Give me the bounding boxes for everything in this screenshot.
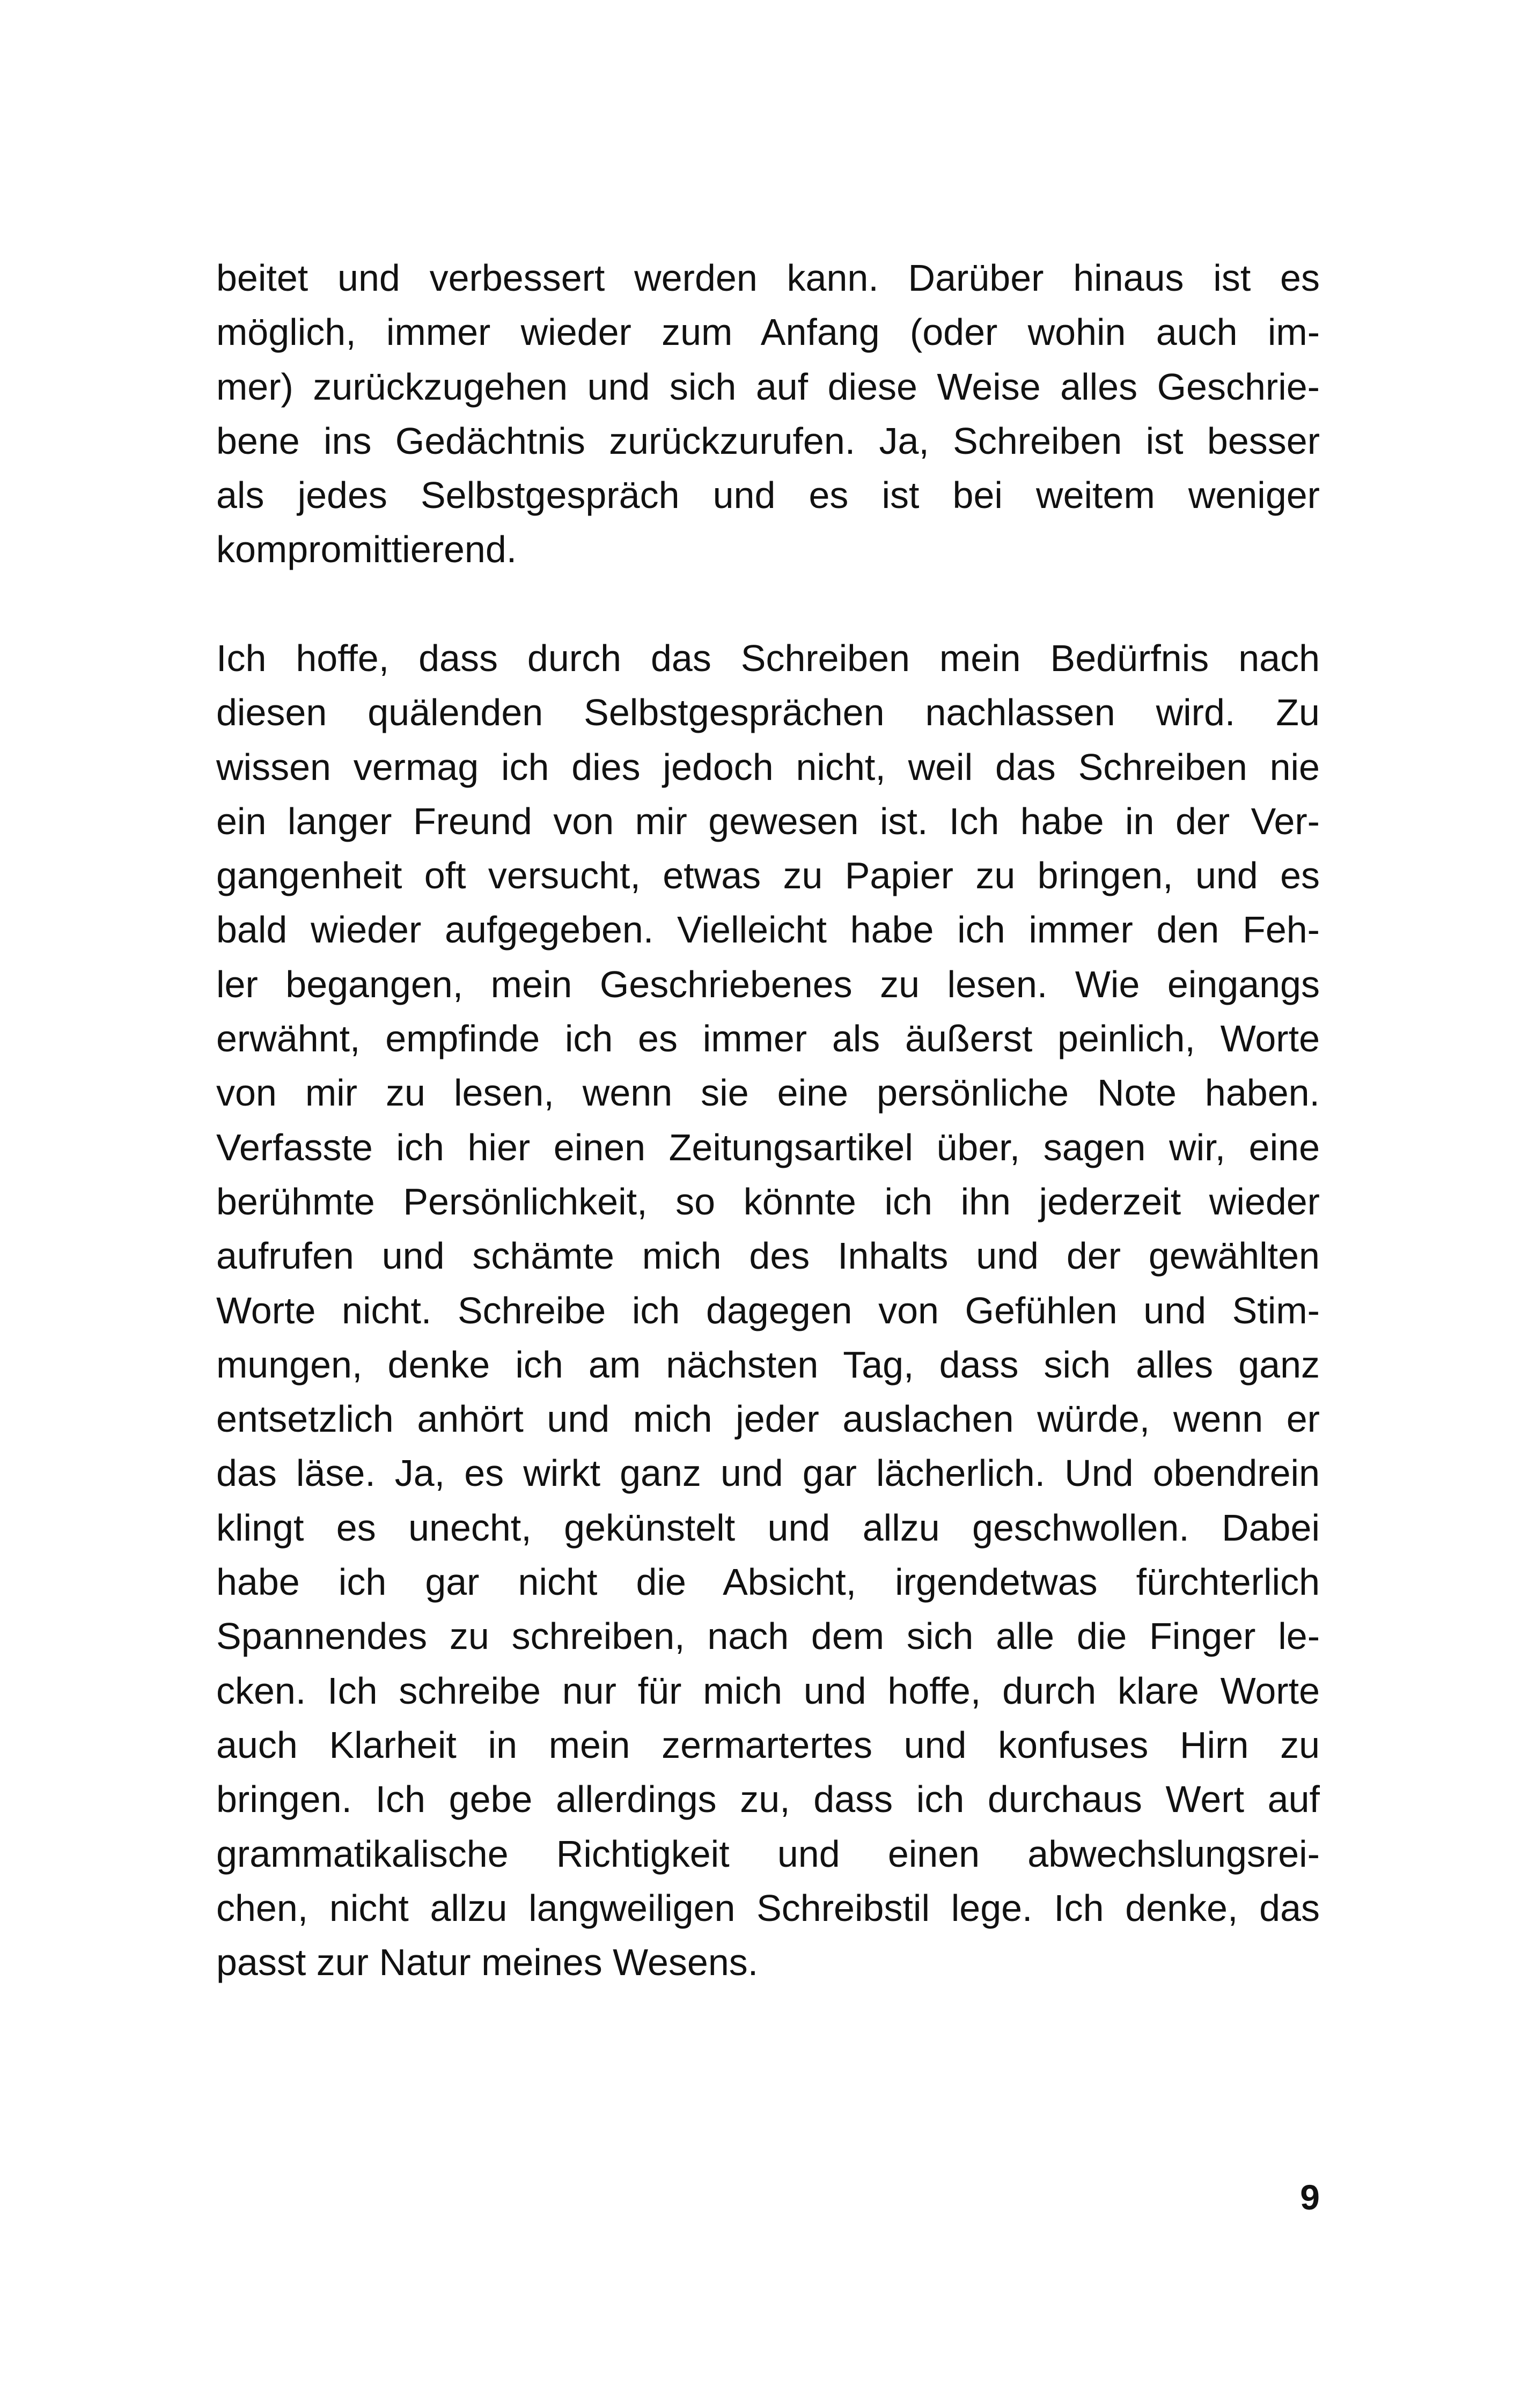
- text-line: passt zur Natur meines Wesens.: [216, 1941, 759, 1984]
- text-line: erwähnt, empfinde ich es immer als äußerst peinlich, Worte: [216, 1018, 1320, 1060]
- text-line: möglich, immer wieder zum Anfang (oder wohin auch im-: [216, 311, 1320, 354]
- text-line: entsetzlich anhört und mich jeder auslachen würde, wenn er: [216, 1398, 1320, 1440]
- paragraph-2: [216, 631, 1320, 1990]
- text-line: berühmte Persönlichkeit, so könnte ich ihn jederzeit wieder: [216, 1180, 1320, 1223]
- text-line: ein langer Freund von mir gewesen ist. Ich habe in der Ver-: [216, 800, 1320, 842]
- text-line: mer) zurückzugehen und sich auf diese Weise alles Geschrie-: [216, 365, 1320, 408]
- text-line: als jedes Selbstgespräch und es ist bei weitem weniger: [216, 474, 1320, 517]
- text-line: Ich hoffe, dass durch das Schreiben mein Bedürfnis nach: [216, 637, 1320, 679]
- text-line: Worte nicht. Schreibe ich dagegen von Gefühlen und Stim-: [216, 1289, 1320, 1331]
- text-line: gangenheit oft versucht, etwas zu Papier zu bringen, und es: [216, 855, 1320, 897]
- text-line: cken. Ich schreibe nur für mich und hoffe, durch klare Worte: [216, 1669, 1320, 1712]
- text-line: kompromittierend.: [216, 528, 517, 571]
- text-line: Spannendes zu schreiben, nach dem sich alle die Finger le-: [216, 1615, 1320, 1658]
- text-line: klingt es unecht, gekünstelt und allzu geschwollen. Dabei: [216, 1506, 1320, 1549]
- text-line: diesen quälenden Selbstgesprächen nachlassen wird. Zu: [216, 691, 1320, 734]
- text-line: von mir zu lesen, wenn sie eine persönliche Note haben.: [216, 1072, 1320, 1114]
- text-line: beitet und verbessert werden kann. Darüber hinaus ist es: [216, 257, 1320, 299]
- text-line: auch Klarheit in mein zermartertes und konfuses Hirn zu: [216, 1724, 1320, 1766]
- text-line: das läse. Ja, es wirkt ganz und gar lächerlich. Und obendrein: [216, 1452, 1320, 1494]
- page-number: 9: [1300, 2177, 1320, 2217]
- text-line: grammatikalische Richtigkeit und einen abwechslungsrei-: [216, 1832, 1320, 1875]
- text-line: bald wieder aufgegeben. Vielleicht habe ich immer den Feh-: [216, 909, 1320, 951]
- text-line: mungen, denke ich am nächsten Tag, dass sich alles ganz: [216, 1343, 1320, 1386]
- text-line: bene ins Gedächtnis zurückzurufen. Ja, Schreiben ist besser: [216, 419, 1320, 462]
- text-line: chen, nicht allzu langweiligen Schreibstil lege. Ich denke, das: [216, 1887, 1320, 1929]
- text-line: wissen vermag ich dies jedoch nicht, weil das Schreiben nie: [216, 746, 1320, 788]
- text-line: aufrufen und schämte mich des Inhalts und der gewählten: [216, 1235, 1320, 1277]
- text-line: Verfasste ich hier einen Zeitungsartikel über, sagen wir, eine: [216, 1126, 1320, 1168]
- text-line: habe ich gar nicht die Absicht, irgendetwas fürchterlich: [216, 1561, 1320, 1603]
- text-line: ler begangen, mein Geschriebenes zu lesen. Wie eingangs: [216, 963, 1320, 1005]
- paragraph-1: [216, 251, 1320, 577]
- text-line: bringen. Ich gebe allerdings zu, dass ich durchaus Wert auf: [216, 1778, 1320, 1821]
